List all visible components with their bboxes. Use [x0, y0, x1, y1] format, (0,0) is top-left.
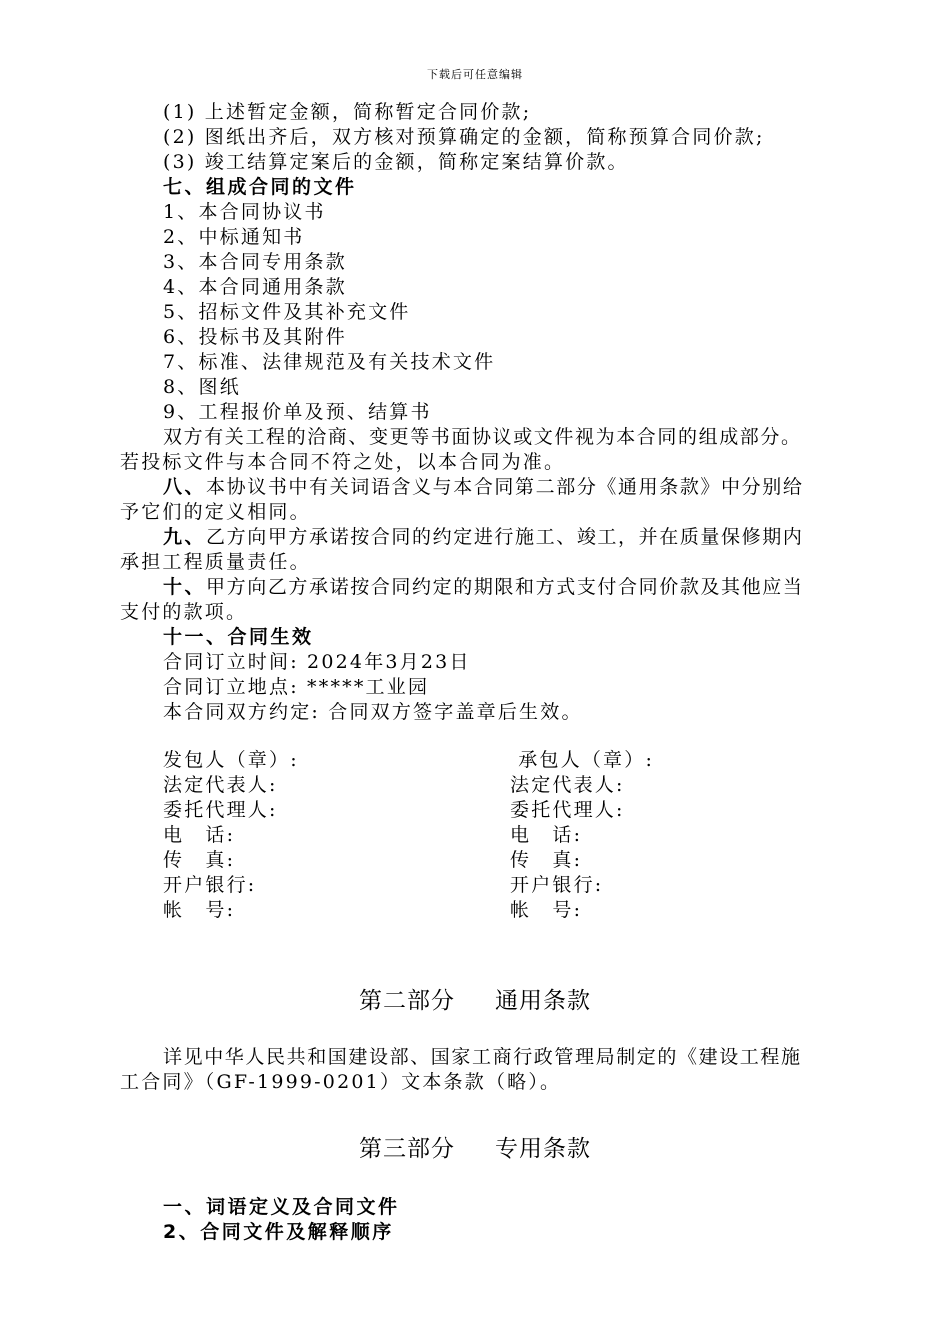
section9-text: 乙方向甲方承诺按合同的约定进行施工、竣工，并在质量保修期内	[206, 526, 804, 548]
contractor-bank-label: 开户银行:	[510, 874, 604, 896]
section8-text: 本协议书中有关词语含义与本合同第二部分《通用条款》中分别给	[206, 476, 804, 498]
employer-seal-label: 发包人（章）:	[163, 749, 299, 771]
section7-para-line1: 双方有关工程的洽商、变更等书面协议或文件视为本合同的组成部分。	[163, 426, 802, 448]
contractor-agent-label: 委托代理人:	[510, 799, 625, 821]
contractor-fax-label: 传 真:	[510, 849, 583, 871]
price-item-2: (2) 图纸出齐后，双方核对预算确定的金额，简称预算合同价款;	[163, 126, 765, 148]
section10-line2: 支付的款项。	[120, 601, 248, 623]
section7-item-7: 7、标准、法律规范及有关技术文件	[163, 351, 496, 373]
contractor-phone-label: 电 话:	[510, 824, 583, 846]
part3-item2: 2、合同文件及解释顺序	[163, 1221, 394, 1243]
contractor-account-label: 帐 号:	[510, 899, 583, 921]
section10-lead: 十、	[163, 576, 207, 598]
section7-item-4: 4、本合同通用条款	[163, 276, 347, 298]
part2-heading-part: 第二部分	[359, 988, 455, 1014]
part3-heading-part: 第三部分	[359, 1136, 455, 1162]
employer-agent-label: 委托代理人:	[163, 799, 278, 821]
section10-line1	[163, 575, 803, 599]
part2-heading-title: 通用条款	[495, 988, 591, 1014]
part2-heading	[0, 982, 950, 1015]
price-item-1: (1) 上述暂定金额，简称暂定合同价款;	[163, 101, 532, 123]
part3-item1: 一、词语定义及合同文件	[163, 1196, 400, 1218]
section7-title: 七、组成合同的文件	[163, 176, 357, 198]
section7-para-line2: 若投标文件与本合同不符之处，以本合同为准。	[120, 451, 566, 473]
contract-place: 合同订立地点: *****工业园	[163, 676, 430, 698]
price-item-3: (3) 竣工结算定案后的金额，简称定案结算价款。	[163, 151, 629, 173]
section8-line1	[163, 475, 803, 499]
section7-item-5: 5、招标文件及其补充文件	[163, 301, 411, 323]
section9-line1	[163, 525, 803, 549]
contract-date: 合同订立时间: 2024年3月23日	[163, 651, 471, 673]
part2-line2: 工合同》（GF-1999-0201）文本条款（略）。	[120, 1071, 562, 1093]
section7-item-9: 9、工程报价单及预、结算书	[163, 401, 432, 423]
header-note: 下载后可任意编辑	[427, 68, 523, 81]
employer-fax-label: 传 真:	[163, 849, 236, 871]
contractor-rep-label: 法定代表人:	[510, 774, 625, 796]
section10-text: 甲方向乙方承诺按合同约定的期限和方式支付合同价款及其他应当	[206, 576, 804, 598]
section8-lead: 八、	[163, 476, 207, 498]
section7-item-2: 2、中标通知书	[163, 226, 305, 248]
part3-heading-title: 专用条款	[495, 1136, 591, 1162]
section7-item-8: 8、图纸	[163, 376, 241, 398]
part3-heading	[0, 1130, 950, 1163]
employer-account-label: 帐 号:	[163, 899, 236, 921]
section9-lead: 九、	[163, 526, 207, 548]
section8-line2: 予它们的定义相同。	[120, 501, 311, 523]
section11-title: 十一、合同生效	[163, 626, 314, 648]
section9-line2: 承担工程质量责任。	[120, 551, 311, 573]
contractor-seal-label: 承包人（章）:	[510, 749, 655, 771]
section7-item-3: 3、本合同专用条款	[163, 251, 347, 273]
employer-phone-label: 电 话:	[163, 824, 236, 846]
contract-effect: 本合同双方约定: 合同双方签字盖章后生效。	[163, 701, 583, 723]
section7-item-1: 1、本合同协议书	[163, 201, 326, 223]
employer-bank-label: 开户银行:	[163, 874, 257, 896]
employer-rep-label: 法定代表人:	[163, 774, 278, 796]
section7-item-6: 6、投标书及其附件	[163, 326, 347, 348]
part2-line1: 详见中华人民共和国建设部、国家工商行政管理局制定的《建设工程施	[163, 1046, 802, 1068]
